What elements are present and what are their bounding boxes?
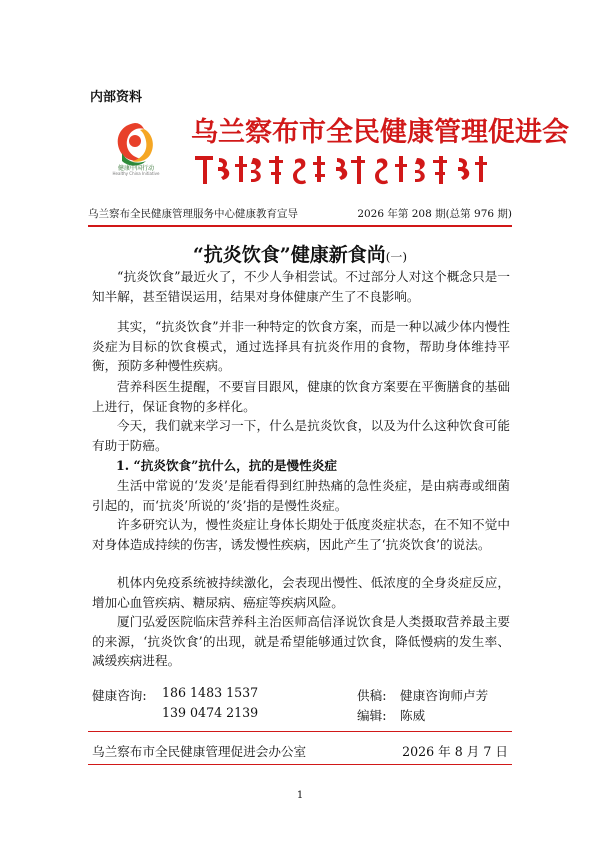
contact-phone-1: 186 1483 1537: [162, 685, 259, 700]
footer-organization: 乌兰察布市全民健康管理促进会办公室: [92, 744, 307, 759]
paragraph: 生活中常说的‘发炎’是能看得到红肿热痛的急性炎症，是由病毒或细菌引起的，而‘抗炎’所说的‘炎’指的是慢性炎症。: [92, 478, 510, 513]
author-label: 供稿:: [357, 688, 387, 703]
footer-divider-top: [88, 731, 512, 732]
issue-number: 2026 年第 208 期(总第 976 期): [357, 208, 512, 220]
logo-caption: 健康中国行动: [117, 165, 154, 172]
paragraph: “抗炎饮食”最近火了，不少人争相尝试。不过部分人对这个概念只是一知半解，甚至错误运用，结果对身体健康产生了不良影响。: [92, 269, 510, 304]
health-china-logo: [110, 117, 160, 187]
paragraph: 营养科医生提醒，不要盲目跟风，健康的饮食方案要在平衡膳食的基础上进行，保证食物的多样化。: [92, 379, 510, 414]
contact-phone-label: 健康咨询:: [92, 688, 147, 703]
author-name: 健康咨询师卢芳: [400, 688, 489, 703]
issue-publisher: 乌兰察布全民健康管理服务中心健康教育宣导: [88, 208, 298, 220]
editor-name: 陈威: [400, 708, 426, 723]
mongolian-script-title: [191, 152, 499, 188]
org-title: 乌兰察布市全民健康管理促进会: [191, 117, 569, 148]
paragraph: 厦门弘爱医院临床营养科主治医师高信泽说饮食是人类摄取营养最主要的来源，‘抗炎饮食’的出现，就是希望能够通过饮食，降低慢病的发生率、减缓疾病进程。: [92, 614, 510, 668]
paragraph: 机体内免疫系统被持续激化，会表现出慢性、低浓度的全身炎症反应，增加心血管疾病、糖尿病、癌症等疾病风险。: [92, 575, 510, 610]
headline-part-number: (一): [385, 250, 408, 264]
paragraph: 其实，“抗炎饮食”并非一种特定的饮食方案，而是一种以减少体内慢性炎症为目标的饮食模式，通过选择具有抗炎作用的食物，帮助身体维持平衡，预防多种慢性疾病。: [92, 319, 510, 373]
editor-label: 编辑:: [357, 708, 387, 723]
contact-phone-2: 139 0474 2139: [162, 705, 259, 720]
logo-caption-sub: Healthy China Initiative: [112, 171, 160, 176]
footer-date: 2026 年 8 月 7 日: [402, 744, 508, 759]
paragraph: 今天，我们就来学习一下，什么是抗炎饮食，以及为什么这种饮食可能有助于防癌。: [92, 418, 510, 453]
headline-text: “抗炎饮食”健康新食尚: [192, 244, 386, 266]
section-heading: 1. “抗炎饮食”抗什么，抗的是慢性炎症: [116, 458, 337, 473]
page-number: 1: [296, 790, 304, 801]
paragraph: 许多研究认为，慢性炎症让身体长期处于低度炎症状态，在不知不觉中对身体造成持续的伤害，诱发慢性疾病，因此产生了‘抗炎饮食’的说法。: [92, 517, 510, 552]
internal-label: 内部资料: [90, 90, 143, 105]
footer-divider-bottom: [88, 764, 512, 765]
article-headline: [0, 240, 600, 267]
header-divider: [88, 225, 512, 227]
